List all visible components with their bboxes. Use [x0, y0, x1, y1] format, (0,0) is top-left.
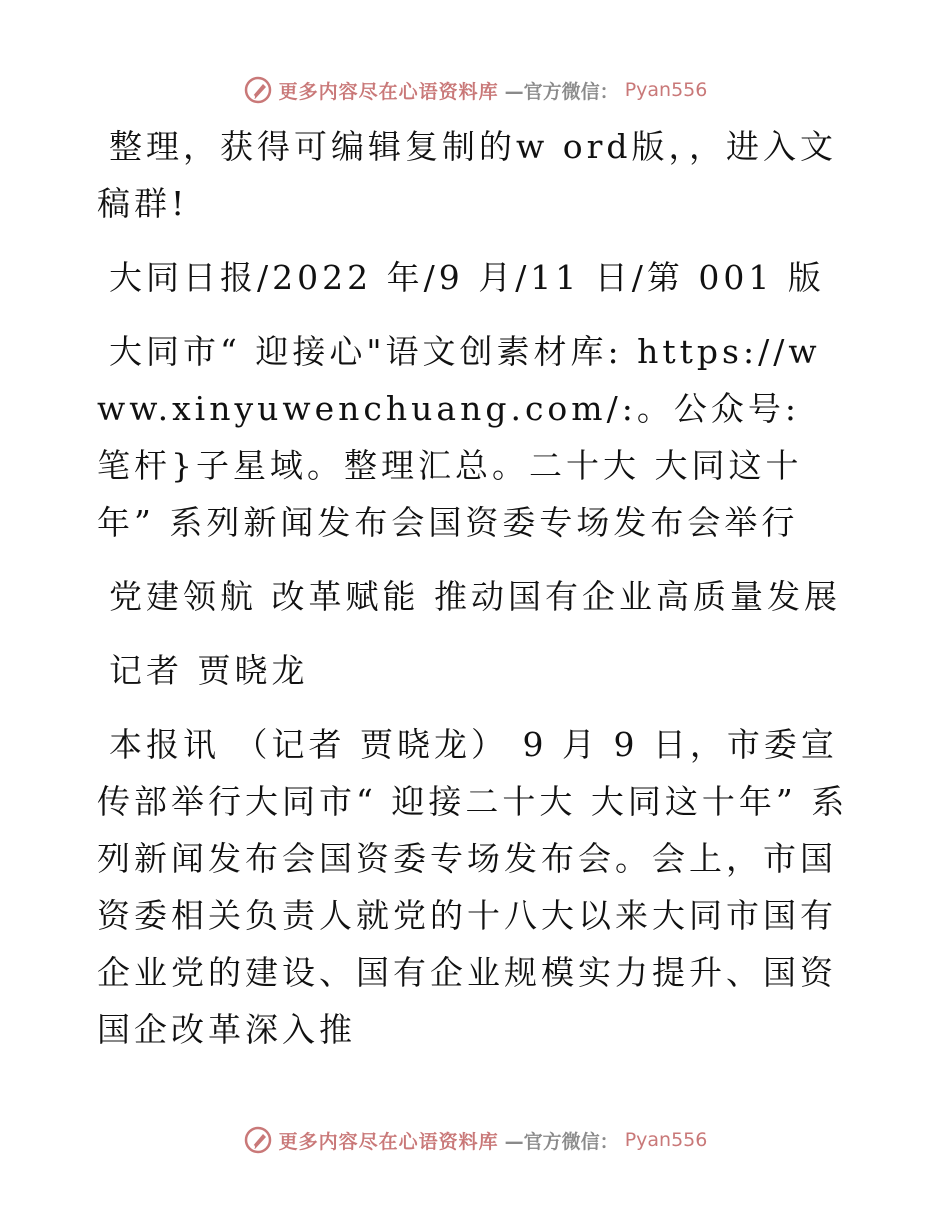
watermark-wechat-id: Pyan556: [624, 79, 708, 101]
watermark-brand: 更多内容尽在心语资料库: [278, 80, 499, 103]
watermark-official-label: —官方微信：: [504, 1130, 619, 1153]
paragraph-body: 本报讯 （记者 贾晓龙） 9 月 9 日，市委宣传部举行大同市“ 迎接二十大 大同这十年” 系列新闻发布会国资委专场发布会。会上，市国资委相关负责人就党的十八大以来大同市国有企业党的建设、国有企业规模实力提升、国资国企改革深入推: [97, 725, 849, 1049]
watermark-official-label: —官方微信：: [504, 80, 619, 103]
pen-logo-icon: [243, 75, 273, 105]
paragraph-source: 大同日报/2022 年/9 月/11 日/第 001 版: [109, 258, 825, 297]
paragraph-byline: 记者 贾晓龙: [109, 651, 309, 690]
pen-logo-icon: [243, 1125, 273, 1155]
watermark-brand: 更多内容尽在心语资料库: [278, 1130, 499, 1153]
paragraph-headline: 党建领航 改革赋能 推动国有企业高质量发展: [109, 577, 841, 616]
footer-watermark: [0, 1122, 950, 1158]
watermark-wechat-id: Pyan556: [624, 1129, 708, 1151]
paragraph-headline-preface: 大同市“ 迎接心"语文创素材库: https://www.xinyuwenchuang.com/:。公众号: 笔杆}子星域。整理汇总。二十大 大同这十年” 系列新闻发布会国资委专场发布会举行: [97, 332, 821, 542]
paragraph-intro: 整理，获得可编辑复制的w ord版，，进入文稿群!: [97, 127, 838, 223]
document-body: [97, 118, 849, 1058]
header-watermark: [0, 72, 950, 108]
